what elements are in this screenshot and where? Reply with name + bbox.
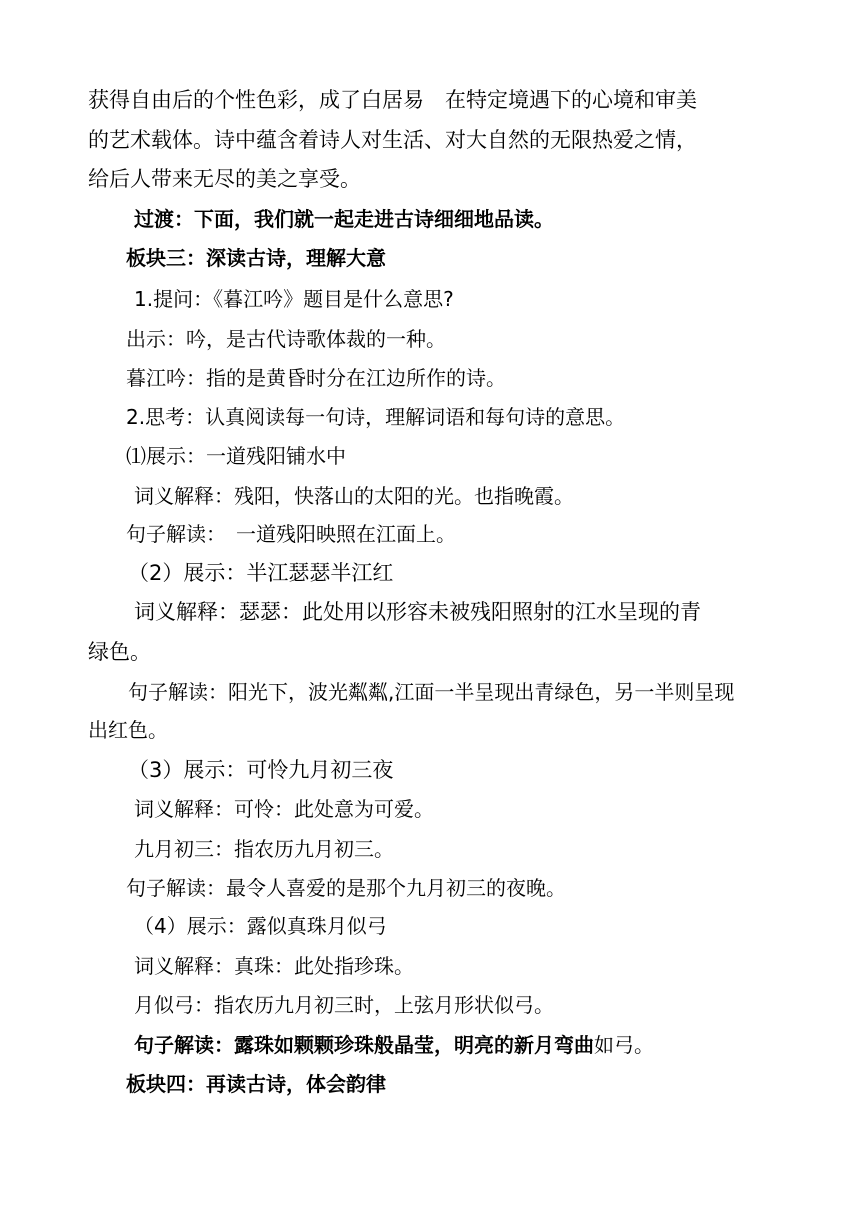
intro-line-3: 给后人带来无尽的美之享受。 xyxy=(88,167,361,191)
item2-words-line-2: 绿色。 xyxy=(88,640,151,664)
item3-sentence: 句子解读：最令人喜爱的是那个九月初三的夜晚。 xyxy=(126,876,566,900)
item4-words: 词义解释：真珠：此处指珍珠。 xyxy=(134,954,414,978)
item1-show: ⑴展示：一道残阳铺水中 xyxy=(126,444,346,468)
item2-show: （2）展示：半江瑟瑟半江红 xyxy=(128,561,394,585)
item4-sentence-bold: 句子解读：露珠如颗颗珍珠般晶莹，明亮的新月弯曲 xyxy=(134,1033,594,1057)
question-2: 2.思考：认真阅读每一句诗，理解词语和每句诗的意思。 xyxy=(126,405,626,429)
transition-text: 过渡：下面，我们就一起走进古诗细细地品读。 xyxy=(134,207,554,231)
item4-sentence-tail: 如弓。 xyxy=(594,1033,654,1057)
question-1: 1.提问：《暮江吟》题目是什么意思? xyxy=(134,287,454,311)
item1-words: 词义解释：残阳，快落山的太阳的光。也指晚霞。 xyxy=(134,484,574,508)
item2-sentence-line-2: 出红色。 xyxy=(88,718,168,742)
section3-heading: 板块三：深读古诗，理解大意 xyxy=(126,246,386,270)
intro-line-2: 的艺术载体。诗中蕴含着诗人对生活、对大自然的无限热爱之情， xyxy=(88,128,697,152)
item4-show: （4）展示：露似真珠月似弓 xyxy=(134,914,387,938)
item3-words: 词义解释：可怜：此处意为可爱。 xyxy=(134,797,434,821)
item1-sentence: 句子解读： 一道残阳映照在江面上。 xyxy=(126,522,456,546)
show-text-1: 出示：吟，是古代诗歌体裁的一种。 xyxy=(126,327,446,351)
item2-sentence-line-1: 句子解读：阳光下，波光粼粼,江面一半呈现出青绿色，另一半则呈现 xyxy=(128,680,735,704)
mujiangyin-explanation: 暮江吟：指的是黄昏时分在江边所作的诗。 xyxy=(126,366,506,390)
intro-line-1: 获得自由后的个性色彩，成了白居易 在特定境遇下的心境和审美 xyxy=(88,88,697,112)
item3-jiuyue: 九月初三：指农历九月初三。 xyxy=(134,837,394,861)
item4-sentence xyxy=(134,1033,654,1057)
item3-show: （3）展示：可怜九月初三夜 xyxy=(128,758,394,782)
item4-yuesigong: 月似弓：指农历九月初三时，上弦月形状似弓。 xyxy=(134,993,554,1017)
section4-heading: 板块四：再读古诗，体会韵律 xyxy=(126,1072,386,1096)
item2-words-line-1: 词义解释：瑟瑟：此处用以形容未被残阳照射的江水呈现的青 xyxy=(134,600,701,624)
